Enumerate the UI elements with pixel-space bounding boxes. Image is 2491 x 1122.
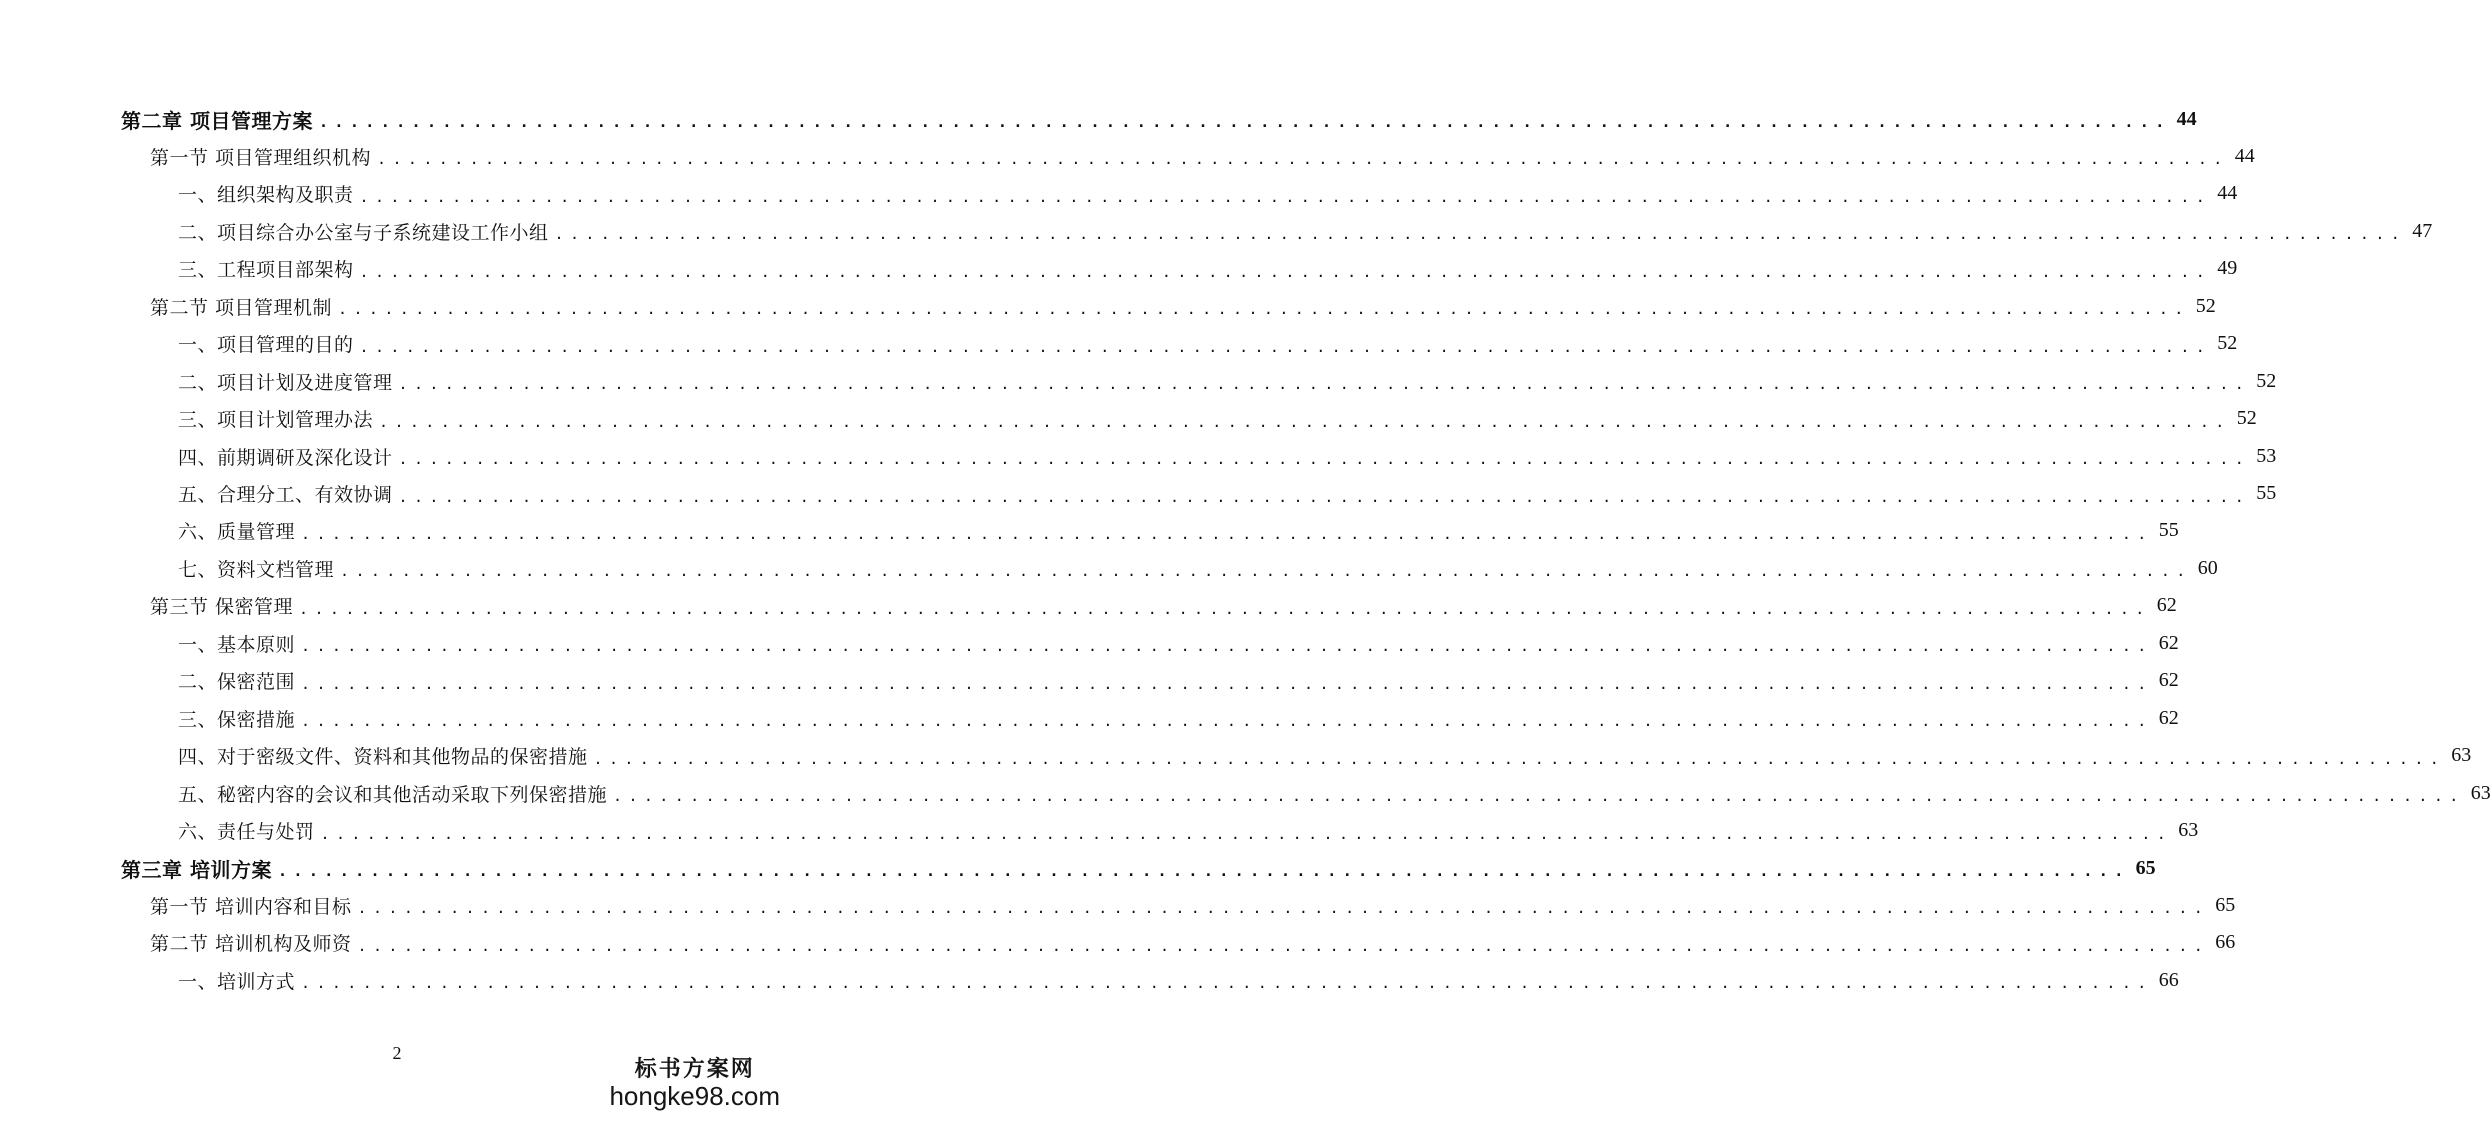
- toc-entry-page: 63: [2451, 744, 2472, 767]
- toc-entry-page: 60: [2197, 556, 2218, 579]
- toc-dot-leader: ........................................................................................................................: [359, 262, 2212, 281]
- toc-entry-page: 44: [2217, 182, 2238, 205]
- toc-entry-page: 66: [2158, 968, 2179, 991]
- toc-entry-label: 第二节 项目管理机制: [150, 296, 333, 319]
- toc-dot-leader: ........................................................................................................................: [318, 113, 2171, 131]
- toc-entry-page: 62: [2158, 706, 2179, 729]
- toc-entry-label: 一、基本原则: [178, 633, 296, 656]
- toc-entry-page: 66: [2215, 931, 2236, 954]
- toc-entry[interactable]: [178, 216, 2433, 246]
- toc-entry-page: 63: [2470, 781, 2491, 804]
- toc-dot-leader: ........................................................................................................................: [379, 412, 2231, 431]
- toc-entry-page: 52: [2256, 369, 2277, 392]
- toc-entry-label: 三、保密措施: [178, 708, 296, 731]
- toc-dot-leader: ........................................................................................................................: [377, 150, 2229, 169]
- toc-entry-label: 二、保密范围: [178, 671, 296, 694]
- toc-dot-leader: ........................................................................................................................: [277, 862, 2130, 880]
- page-number: 2: [392, 1043, 402, 1063]
- toc-entry[interactable]: [178, 254, 2238, 284]
- toc-entry[interactable]: [150, 591, 2177, 621]
- toc-entry-page: 44: [2176, 107, 2197, 130]
- toc-dot-leader: ........................................................................................................................: [359, 187, 2212, 206]
- toc-entry[interactable]: [178, 666, 2179, 696]
- toc-entry-label: 二、项目综合办公室与子系统建设工作小组: [178, 221, 549, 244]
- toc-entry[interactable]: [121, 853, 2156, 883]
- toc-dot-leader: ........................................................................................................................: [359, 337, 2212, 356]
- toc-entry-label: 一、项目管理的目的: [178, 334, 354, 357]
- toc-entry-label: 六、责任与处罚: [178, 821, 315, 844]
- toc-entry-label: 第一节 项目管理组织机构: [150, 146, 372, 169]
- toc-dot-leader: ........................................................................................................................: [357, 899, 2210, 918]
- toc-dot-leader: ........................................................................................................................: [398, 375, 2251, 394]
- toc-dot-leader: ........................................................................................................................: [301, 637, 2153, 656]
- toc-entry-page: 55: [2158, 519, 2179, 542]
- toc-entry[interactable]: [150, 890, 2236, 920]
- toc-entry-page: 62: [2156, 594, 2177, 617]
- watermark-site-name: 标书方案网: [634, 1056, 755, 1082]
- toc-entry[interactable]: [178, 329, 2238, 359]
- toc-entry[interactable]: [150, 928, 2236, 958]
- toc-dot-leader: ........................................................................................................................: [301, 674, 2153, 693]
- toc-entry-label: 第三章 培训方案: [121, 857, 272, 882]
- toc-entry-label: 二、项目计划及进度管理: [178, 371, 393, 394]
- toc-entry[interactable]: [178, 404, 2257, 434]
- toc-entry-label: 五、合理分工、有效协调: [178, 484, 393, 506]
- toc-entry[interactable]: [178, 179, 2238, 209]
- toc-entry-label: 第一节 培训内容和目标: [150, 895, 352, 918]
- toc-entry[interactable]: [178, 553, 2218, 583]
- toc-entry[interactable]: [150, 291, 2216, 321]
- toc-entry[interactable]: [178, 965, 2179, 995]
- toc-entry-label: 第二节 培训机构及师资: [150, 933, 352, 956]
- toc-dot-leader: ........................................................................................................................: [301, 974, 2153, 993]
- toc-dot-leader: ........................................................................................................................: [299, 599, 2151, 618]
- toc-entry-page: 44: [2234, 144, 2255, 167]
- toc-entry-page: 62: [2158, 631, 2179, 654]
- toc-entry-page: 65: [2215, 893, 2236, 916]
- toc-entry-page: 49: [2217, 257, 2238, 280]
- toc-dot-leader: ........................................................................................................................: [338, 300, 2190, 319]
- toc-dot-leader: ........................................................................................................................: [301, 524, 2153, 543]
- toc-entry[interactable]: [178, 628, 2179, 658]
- toc-entry[interactable]: [121, 104, 2197, 134]
- toc-dot-leader: ........................................................................................................................: [398, 487, 2251, 506]
- toc-entry-label: 一、组织架构及职责: [178, 184, 354, 207]
- toc-dot-leader: ........................................................................................................................: [340, 562, 2192, 581]
- toc-entry[interactable]: [178, 741, 2472, 771]
- toc-entry[interactable]: [178, 778, 2491, 808]
- toc-entry-label: 一、培训方式: [178, 970, 296, 993]
- toc-entry[interactable]: [178, 703, 2179, 733]
- toc-entry-label: 三、工程项目部架构: [178, 259, 354, 282]
- toc-entry-page: 47: [2412, 219, 2433, 242]
- toc-dot-leader: ........................................................................................................................: [301, 712, 2153, 731]
- watermark-logo: [609, 1052, 780, 1112]
- toc-entry-page: 63: [2178, 819, 2199, 842]
- toc-entry-page: 53: [2256, 444, 2277, 467]
- toc-entry[interactable]: [178, 441, 2277, 471]
- toc-entry-page: 55: [2256, 482, 2277, 504]
- toc-dot-leader: ........................................................................................................................: [320, 824, 2173, 843]
- toc-dot-leader: ........................................................................................................................: [613, 787, 2465, 806]
- toc-entry-page: 52: [2195, 294, 2216, 317]
- toc-entry-label: 五、秘密内容的会议和其他活动采取下列保密措施: [178, 783, 608, 806]
- toc-entry-label: 三、项目计划管理办法: [178, 409, 374, 432]
- toc-dot-leader: ........................................................................................................................: [357, 936, 2210, 955]
- toc-entry-label: 四、前期调研及深化设计: [178, 446, 393, 469]
- toc-entry-page: 52: [2217, 332, 2238, 355]
- toc-entry-page: 62: [2158, 669, 2179, 692]
- watermark-url: hongke98.com: [609, 1081, 780, 1111]
- toc-dot-leader: ........................................................................................................................: [593, 749, 2446, 768]
- toc-entry-label: 七、资料文档管理: [178, 558, 335, 581]
- toc-entry-label: 第二章 项目管理方案: [121, 108, 313, 133]
- toc-entry-page: 52: [2236, 407, 2257, 430]
- toc-entry-label: 第三节 保密管理: [150, 596, 294, 619]
- toc-entry[interactable]: [178, 516, 2179, 546]
- toc-entry-label: 六、质量管理: [178, 521, 296, 544]
- toc-dot-leader: ........................................................................................................................: [398, 450, 2251, 469]
- toc-entry-label: 四、对于密级文件、资料和其他物品的保密措施: [178, 746, 588, 769]
- toc-entry[interactable]: [150, 141, 2255, 171]
- toc-entry[interactable]: [178, 479, 2277, 509]
- toc-dot-leader: ........................................................................................................................: [554, 225, 2407, 244]
- toc-entry[interactable]: [178, 366, 2277, 396]
- toc-entry[interactable]: [178, 816, 2199, 846]
- toc-entry-page: 65: [2135, 856, 2156, 879]
